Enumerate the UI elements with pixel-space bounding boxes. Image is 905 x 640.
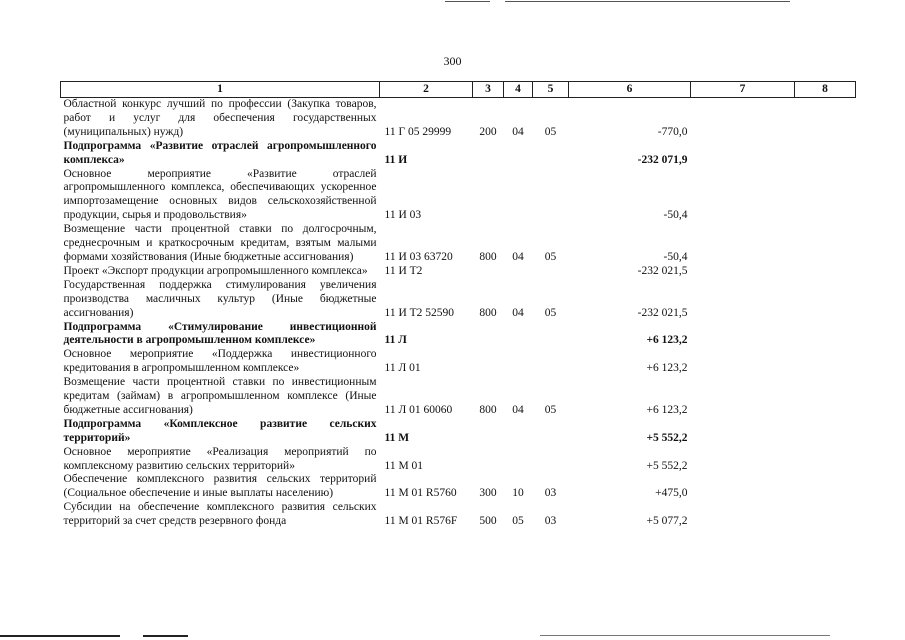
row-amount: +5 552,2 [646, 459, 688, 472]
row-col8 [795, 140, 856, 168]
row-col8 [795, 321, 856, 349]
row-code: 11 И Т2 [384, 264, 423, 277]
row-col8 [795, 168, 856, 224]
header-row [61, 82, 856, 98]
row-code: 11 Л 01 60060 [384, 403, 453, 416]
row-code: 11 И [384, 153, 408, 166]
row-col3 [473, 140, 504, 168]
row-col5 [533, 446, 569, 474]
header-col-1: 1 [61, 82, 380, 98]
row-name: Обеспечение комплексного развития сельских территорий (Социальное обеспечение и иные выплаты населению) [63, 473, 377, 500]
row-name: Областной конкурс лучший по профессии (Закупка товаров, работ и услуг для обеспечения государственных (муниципальных) нужд) [63, 98, 377, 138]
row-code: 11 М 01 R5760 [384, 487, 457, 500]
row-col5: 05 [544, 125, 557, 138]
row-col3 [473, 265, 504, 279]
row-amount: -770,0 [657, 125, 688, 138]
header-col-7: 7 [691, 82, 795, 98]
row-name: Основное мероприятие «Реализация мероприятий по комплексному развитию сельских территорий» [63, 445, 377, 472]
top-rule-right [505, 1, 790, 2]
row-col4 [504, 348, 533, 376]
row-name: Подпрограмма «Стимулирование инвестиционной деятельности в агропромышленном комплексе» [63, 320, 377, 347]
row-col3 [473, 418, 504, 446]
row-name: Основное мероприятие «Развитие отраслей агропромышленного комплекса, обеспечивающих ускоренное импортозамещение основных видов сельскохозяйственной продукции, сырья и продовольствия» [63, 167, 377, 222]
table-row [61, 501, 856, 529]
row-col4 [504, 446, 533, 474]
header-col-2: 2 [380, 82, 473, 98]
row-code: 11 Л [384, 334, 407, 347]
row-col7 [691, 418, 795, 446]
row-col5 [533, 348, 569, 376]
row-col5 [533, 321, 569, 349]
row-col5 [533, 418, 569, 446]
row-col8 [795, 446, 856, 474]
table-row [61, 376, 856, 418]
row-name: Возмещение части процентной ставки по долгосрочным, среднесрочным и краткосрочным кредитам, взятым малыми формами хозяйствования (Иные бюджетные ассигнования) [63, 223, 377, 263]
row-code: 11 Л 01 [384, 362, 421, 375]
table-row [61, 418, 856, 446]
row-col7 [691, 348, 795, 376]
table-row [61, 265, 856, 279]
row-col7 [691, 473, 795, 501]
table-row [61, 140, 856, 168]
row-col3: 200 [479, 125, 497, 138]
row-col4 [504, 418, 533, 446]
row-col7 [691, 168, 795, 224]
row-amount: +6 123,2 [646, 403, 688, 416]
row-col4 [504, 140, 533, 168]
row-col5 [533, 168, 569, 224]
row-col3: 500 [479, 515, 497, 528]
table-row [61, 321, 856, 349]
header-col-5: 5 [533, 82, 569, 98]
row-col7 [691, 279, 795, 321]
page-number: 300 [443, 54, 462, 68]
row-code: 11 М 01 [384, 459, 424, 472]
row-amount: +475,0 [655, 487, 688, 500]
row-col5 [533, 140, 569, 168]
budget-table [60, 81, 856, 529]
row-col8 [795, 376, 856, 418]
bottom-rule-mid [143, 635, 188, 637]
row-code: 11 М [384, 431, 410, 444]
row-col3: 800 [479, 250, 497, 263]
row-col5: 05 [544, 306, 557, 319]
top-rule-left [445, 1, 490, 2]
row-col7 [691, 501, 795, 529]
row-col7 [691, 321, 795, 349]
row-code: 11 И Т2 52590 [384, 306, 455, 319]
row-name: Государственная поддержка стимулирования увеличения производства масличных культур (Иные бюджетные ассигнования) [63, 278, 377, 319]
row-col8 [795, 501, 856, 529]
row-amount: +6 123,2 [646, 362, 688, 375]
table-row [61, 279, 856, 321]
row-col8 [795, 265, 856, 279]
table-row [61, 168, 856, 224]
row-amount: +5 552,2 [646, 431, 688, 444]
table-row [61, 348, 856, 376]
row-name: Субсидии на обеспечение комплексного развития сельских территорий за счет средств резервного фонда [63, 501, 377, 528]
row-col8 [795, 418, 856, 446]
row-code: 11 М 01 R576F [384, 515, 458, 528]
row-col3 [473, 321, 504, 349]
bottom-rule-left [0, 635, 120, 637]
row-name: Подпрограмма «Комплексное развитие сельских территорий» [63, 417, 377, 444]
row-name: Основное мероприятие «Поддержка инвестиционного кредитования в агропромышленном комплексе» [63, 348, 377, 375]
header-col-8: 8 [795, 82, 856, 98]
table-row [61, 446, 856, 474]
header-col-4: 4 [504, 82, 533, 98]
row-amount: -232 021,5 [637, 306, 688, 319]
row-col8 [795, 279, 856, 321]
row-name: Возмещение части процентной ставки по инвестиционным кредитам (займам) в агропромышленном комплексе (Иные бюджетные ассигнования) [63, 376, 377, 416]
row-amount: -232 021,5 [637, 264, 688, 277]
row-col8 [795, 473, 856, 501]
row-col7 [691, 140, 795, 168]
table-row [61, 473, 856, 501]
header-col-3: 3 [473, 82, 504, 98]
row-col3: 800 [479, 306, 497, 319]
row-col3 [473, 348, 504, 376]
row-col5 [533, 265, 569, 279]
row-col5: 03 [544, 487, 557, 500]
row-amount: -50,4 [663, 209, 688, 222]
row-name: Проект «Экспорт продукции агропромышленного комплекса» [63, 264, 368, 277]
row-name: Подпрограмма «Развитие отраслей агропромышленного комплекса» [63, 139, 377, 166]
row-code: 11 И 03 63720 [384, 250, 453, 263]
row-col4 [504, 265, 533, 279]
row-col5: 05 [544, 250, 557, 263]
row-col4: 04 [512, 403, 524, 416]
row-col8 [795, 98, 856, 140]
row-col5: 03 [544, 515, 557, 528]
row-col3: 300 [479, 487, 497, 500]
row-amount: -50,4 [663, 250, 688, 263]
row-col7 [691, 98, 795, 140]
row-col3: 800 [479, 403, 497, 416]
row-col7 [691, 265, 795, 279]
row-col8 [795, 348, 856, 376]
row-col7 [691, 223, 795, 265]
bottom-rule-right [540, 635, 830, 636]
row-col4 [504, 168, 533, 224]
row-col3 [473, 168, 504, 224]
row-col4 [504, 321, 533, 349]
row-amount: -232 071,9 [637, 153, 688, 166]
row-col7 [691, 446, 795, 474]
row-col4: 05 [512, 515, 524, 528]
row-col4: 04 [512, 250, 524, 263]
row-amount: +5 077,2 [646, 515, 688, 528]
table-row [61, 223, 856, 265]
row-col7 [691, 376, 795, 418]
header-col-6: 6 [569, 82, 691, 98]
row-amount: +6 123,2 [646, 334, 688, 347]
row-col8 [795, 223, 856, 265]
row-col5: 05 [544, 403, 557, 416]
row-col4: 04 [512, 125, 524, 138]
row-code: 11 Г 05 29999 [384, 125, 452, 138]
row-col4: 04 [512, 306, 524, 319]
row-col3 [473, 446, 504, 474]
row-code: 11 И 03 [384, 209, 422, 222]
table-row [61, 98, 856, 140]
row-col4: 10 [512, 487, 524, 500]
